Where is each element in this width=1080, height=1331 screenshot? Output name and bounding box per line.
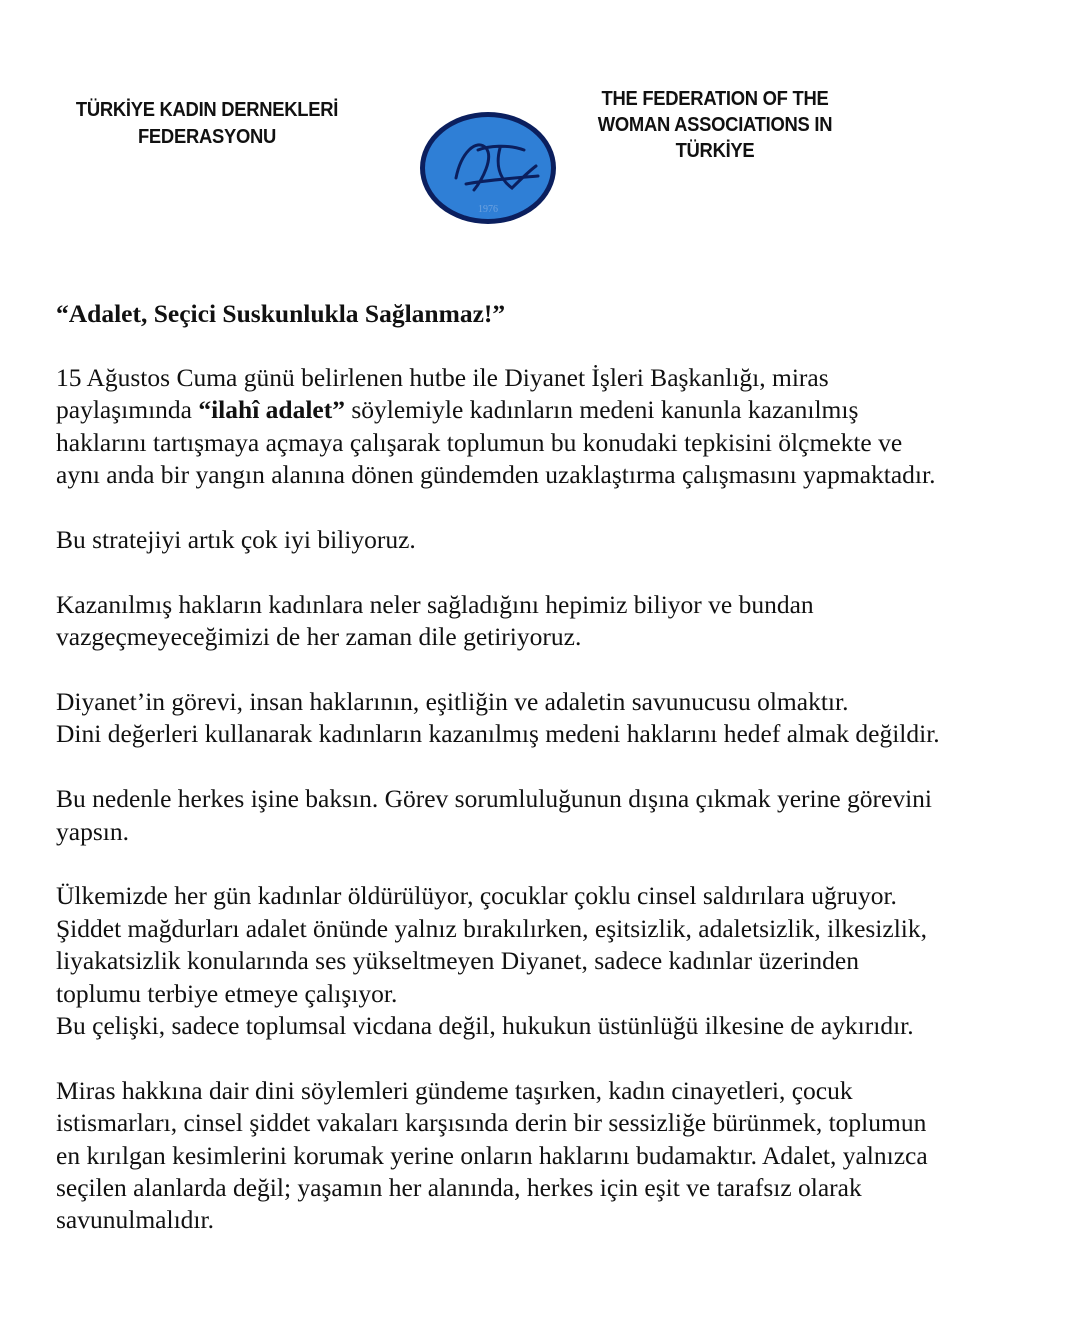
text-line: istismarları, cinsel şiddet vakaları karşısında derin bir sessizliğe bürünmek, toplumun	[56, 1108, 927, 1138]
text-line: vazgeçmeyeceğimizi de her zaman dile getiriyoruz.	[56, 622, 582, 652]
text-line: seçilen alanlarda değil; yaşamın her alanında, herkes için eşit ve tarafsız olarak	[56, 1173, 862, 1203]
text-line: Miras hakkına dair dini söylemleri gündeme taşırken, kadın cinayetleri, çocuk	[56, 1075, 853, 1105]
text-span: söylemiyle kadınların medeni kanunla kazanılmış	[344, 395, 859, 425]
text-line: Diyanet’in görevi, insan haklarının, eşitliğin ve adaletin savunucusu olmaktır.	[56, 687, 849, 717]
paragraph-7	[56, 1075, 1046, 1237]
text-line: Bu çelişki, sadece toplumsal vicdana değil, hukukun üstünlüğü ilkesine de aykırıdır.	[56, 1011, 914, 1041]
text-line: 15 Ağustos Cuma günü belirlenen hutbe ile Diyanet İşleri Başkanlığı, miras	[56, 363, 829, 392]
text-line: yapsın.	[56, 816, 129, 846]
text-line: en kırılgan kesimlerini korumak yerine onların haklarını budamaktır. Adalet, yalnızca	[56, 1140, 928, 1170]
paragraph-6	[56, 880, 1046, 1042]
text-line: toplumu terbiye etmeye çalışıyor.	[56, 978, 398, 1008]
org-name-english	[586, 86, 844, 164]
press-release-body	[56, 298, 1046, 1269]
text-line	[56, 394, 1046, 426]
paragraph-2	[56, 524, 1046, 556]
paragraph-4	[56, 686, 1046, 751]
paragraph-5	[56, 783, 1046, 848]
text-line: Ülkemizde her gün kadınlar öldürülüyor, çocuklar çoklu cinsel saldırılara uğruyor.	[56, 881, 897, 911]
document-title: “Adalet, Seçici Suskunlukla Sağlanmaz!”	[56, 299, 506, 328]
org-name-line: THE FEDERATION OF THE	[601, 88, 829, 110]
federation-logo	[416, 108, 560, 228]
text-line: aynı anda bir yangın alanına dönen gündemden uzaklaştırma çalışmasını yapmaktadır.	[56, 460, 936, 490]
text-line: Bu nedenle herkes işine baksın. Görev sorumluluğunun dışına çıkmak yerine görevini	[56, 784, 933, 814]
org-name-turkish	[64, 97, 349, 151]
text-line: Kazanılmış hakların kadınlara neler sağladığını hepimiz biliyor ve bundan	[56, 589, 814, 619]
text-line: Bu stratejiyi artık çok iyi biliyoruz.	[56, 525, 416, 555]
text-line: haklarını tartışmaya açmaya çalışarak toplumun bu konudaki tepkisini ölçmekte ve	[56, 427, 903, 457]
logo-year: 1976	[478, 204, 498, 215]
paragraph-3	[56, 589, 1046, 654]
org-name-line: FEDERASYONU	[137, 126, 277, 148]
text-line: Şiddet mağdurları adalet önünde yalnız bırakılırken, eşitsizlik, adaletsizlik, ilkesizlik,	[56, 913, 928, 943]
text-line: liyakatsizlik konularında ses yükseltmeyen Diyanet, sadece kadınlar üzerinden	[56, 946, 859, 976]
emphasis-ilahi-adalet: “ilahî adalet”	[198, 395, 345, 425]
paragraph-1	[56, 362, 1046, 492]
org-name-line: WOMAN ASSOCIATIONS IN	[597, 114, 833, 136]
text-line: savunulmalıdır.	[56, 1205, 214, 1235]
org-name-line: TÜRKİYE	[675, 140, 755, 162]
text-span: paylaşımında	[56, 395, 199, 425]
text-line: Dini değerleri kullanarak kadınların kazanılmış medeni haklarını hedef almak değildir.	[56, 719, 940, 749]
org-name-line: TÜRKİYE KADIN DERNEKLERİ	[75, 99, 339, 121]
